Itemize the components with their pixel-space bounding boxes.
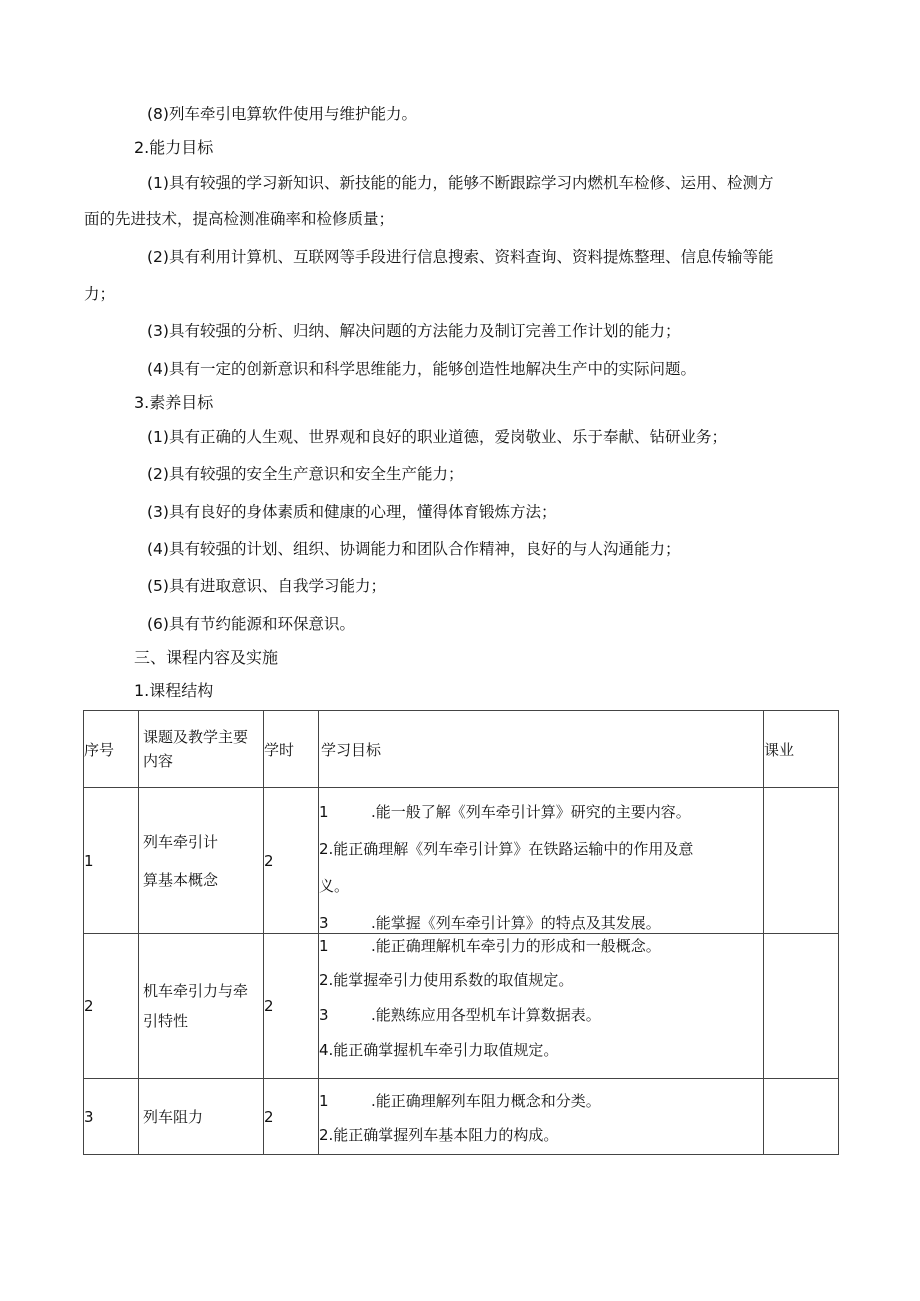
row-hours: 2 [264,1079,319,1155]
header-hours: 学时 [264,711,319,788]
header-topic: 课题及教学主要 内容 [139,711,264,788]
quality-item-2: (2)具有较强的安全生产意识和安全生产能力； [147,465,464,483]
ability-item-1-continued: 面的先进技术，提高检测准确率和检修质量； [84,210,395,228]
row-topic: 机车牵引力与牵 引特性 [139,934,264,1079]
row-hours: 2 [264,934,319,1079]
row-topic: 列车牵引计 算基本概念 [139,788,264,934]
row-homework [764,1079,839,1155]
quality-item-1: (1)具有正确的人生观、世界观和良好的职业道德，爱岗敬业、乐于奉献、钻研业务； [147,428,727,446]
row-seq: 3 [84,1079,139,1155]
ability-item-4: (4)具有一定的创新意识和科学思维能力，能够创造性地解决生产中的实际问题。 [147,360,696,378]
section-heading-ability-goals: 2.能力目标 [134,138,214,157]
header-seq: 序号 [84,711,139,788]
ability-item-2: (2)具有利用计算机、互联网等手段进行信息搜索、资料查询、资料提炼整理、信息传输等能 [147,248,774,266]
ability-item-1: (1)具有较强的学习新知识、新技能的能力，能够不断跟踪学习内燃机车检修、运用、检测方 [147,174,774,192]
ability-item-3: (3)具有较强的分析、归纳、解决问题的方法能力及制订完善工作计划的能力； [147,322,681,340]
row-homework [764,788,839,934]
quality-item-5: (5)具有进取意识、自我学习能力； [147,577,386,595]
table-row [84,934,839,1079]
row-hours: 2 [264,788,319,934]
row-homework [764,934,839,1079]
section-heading-quality-goals: 3.素养目标 [134,393,214,412]
row-goals: 1 .能一般了解《列车牵引计算》研究的主要内容。 2.能正确理解《列车牵引计算》在铁路运输中的作用及意 义。 3 .能掌握《列车牵引计算》的特点及其发展。 [319,788,764,934]
table-row [84,788,839,934]
header-goals: 学习目标 [319,711,764,788]
table-header-row [84,711,839,788]
row-seq: 1 [84,788,139,934]
table-row [84,1079,839,1155]
list-item-8: (8)列车牵引电算软件使用与维护能力。 [147,105,417,123]
quality-item-3: (3)具有良好的身体素质和健康的心理，懂得体育锻炼方法； [147,503,557,521]
quality-item-4: (4)具有较强的计划、组织、协调能力和团队合作精神，良好的与人沟通能力； [147,540,681,558]
chapter-heading-course-content: 三、课程内容及实施 [134,648,279,667]
row-seq: 2 [84,934,139,1079]
quality-item-6: (6)具有节约能源和环保意识。 [147,615,355,633]
header-homework: 课业 [764,711,839,788]
row-goals: 1 .能正确理解机车牵引力的形成和一般概念。 2.能掌握牵引力使用系数的取值规定。 3 .能熟练应用各型机车计算数据表。 4.能正确掌握机车牵引力取值规定。 [319,934,764,1079]
course-structure-table [83,710,839,1155]
section-heading-course-structure: 1.课程结构 [134,681,214,700]
row-goals: 1 .能正确理解列车阻力概念和分类。 2.能正确掌握列车基本阻力的构成。 [319,1079,764,1155]
row-topic: 列车阻力 [139,1079,264,1155]
ability-item-2-continued: 力； [84,285,116,303]
